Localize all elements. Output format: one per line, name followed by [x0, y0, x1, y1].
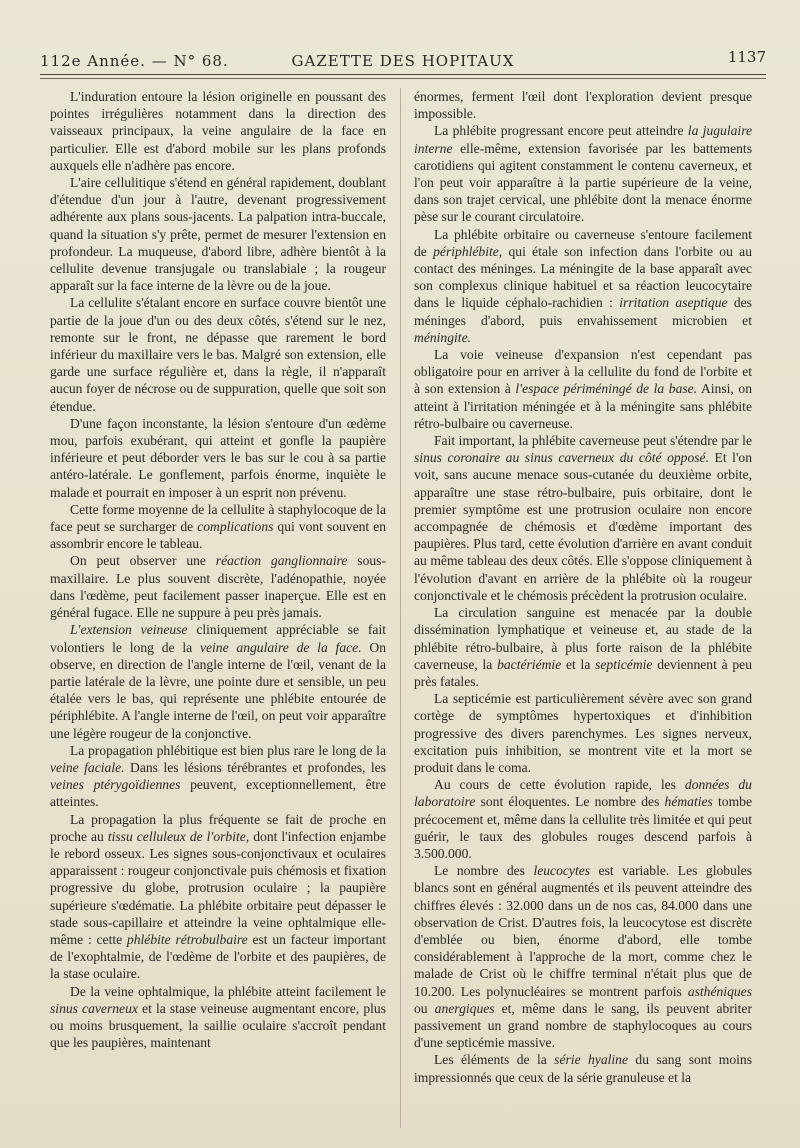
header-rule-thin [40, 78, 766, 79]
column-divider [400, 88, 401, 1128]
paragraph: La cellulite s'étalant encore en surface couvre bientôt une partie de la joue d'un ou des deux côtés, s'étend sur le nez, remonte sur le front, ne dépasse que rarement le bord inférieur du maxillaire vers le bas. Malgré son extension, elle garde une surface régulière et, dans la règle, il n'apparaît aucun foyer de nécrose ou de suppuration, quelle que soit son étendue. [50, 295, 386, 414]
paragraph: Au cours de cette évolution rapide, les données du laboratoire sont éloquentes. Le nombre des hématies tombe précocement et, même dans la cellulite très limitée et qui peut guérir, le taux des globules rouges descend parfois à 3.500.000. [414, 777, 752, 861]
paragraph: Cette forme moyenne de la cellulite à staphylocoque de la face peut se surcharger de complications qui vont souvent en assombrir encore le tableau. [50, 501, 386, 552]
header-rule [40, 74, 766, 75]
paragraph: La propagation la plus fréquente se fait de proche en proche au tissu celluleux de l'orbite, dont l'infection enjambe le rebord osseux. Les signes sous-conjonctivaux et oculaires apparaissent : rougeur conjonctivale puis chémosis et fixation progressive du globe, protrusion oculaire ; la paupière supérieure s'œdématie. La phlébite orbitaire peut dépasser le stade sous-capillaire et atteindre la veine ophtalmique elle-même : cette phlébite rétrobulbaire est un facteur important de l'exophtalmie, de l'œdème de l'orbite et des paupières, de la stase oculaire. [50, 811, 387, 982]
paragraph: L'induration entoure la lésion originelle en poussant des pointes irrégulières notamment dans la direction des vaisseaux principaux, la veine angulaire de la face en particulier. Elle est d'abord mobile sur les plans profonds auxquels elle n'adhère pas encore. [50, 89, 386, 173]
left-column [50, 88, 386, 1051]
paragraph: La voie veineuse d'expansion n'est cependant pas obligatoire pour en arriver à la cellulite du fond de l'orbite et à son extension à l'espace périméningé de la base. Ainsi, on atteint à l'irritation méningée et à la méningite sans phlébite rétro-bulbaire ou caverneuse. [414, 347, 752, 431]
paragraph: On peut observer une réaction ganglionnaire sous-maxillaire. Le plus souvent discrète, l'adénopathie, noyée dans l'œdème, peut facilement passer inaperçue. Elle est en général fugace. Elle ne suppure à peu près jamais. [50, 553, 386, 621]
paragraph: La phlébite progressant encore peut atteindre la jugulaire interne elle-même, extension favorisée par les battements carotidiens qui agitent constamment le contenu caverneux, et l'on peut voir apparaître à la partie supérieure de la veine, dans son trajet cervical, une phlébite dont la menace énorme pèse sur le courant circulatoire. [414, 123, 753, 225]
paragraph: énormes, ferment l'œil dont l'exploration devient presque impossible. [414, 89, 752, 122]
page-number: 1137 [727, 48, 766, 66]
paragraph: La circulation sanguine est menacée par la double dissémination lymphatique et veineuse et, au stade de la phlébite rétro-bulbaire, à plus forte raison de la phlébite caverneuse, la bactériémie et la septicémie deviennent à peu près fatales. [414, 605, 752, 689]
paragraph: La propagation phlébitique est bien plus rare le long de la veine faciale. Dans les lésions térébrantes et profondes, les veines ptérygoïdiennes peuvent, exceptionnellement, être atteintes. [50, 742, 386, 810]
paragraph: De la veine ophtalmique, la phlébite atteint facilement le sinus caverneux et la stase veineuse augmentant encore, plus ou moins brusquement, la saillie oculaire s'accroît pendant que les paupières, maintenant [50, 983, 386, 1051]
paragraph: Les éléments de la série hyaline du sang sont moins impressionnés que ceux de la série granuleuse et la [414, 1052, 753, 1085]
paragraph: D'une façon inconstante, la lésion s'entoure d'un œdème mou, parfois exubérant, qui atteint et gonfle la paupière inférieure et peut déborder vers le bas sur le cou à sa partie antéro-latérale. Le gonflement, parfois énorme, inquiète le malade et pourrait en imposer à un esprit non prévenu. [50, 415, 386, 500]
paragraph: La septicémie est particulièrement sévère avec son grand cortège de symptômes hypertoxiques et d'inhibition progressive des divers parenchymes. Les signes nerveux, excitation puis inhibition, se montrent vite et la mort se produit dans le coma. [414, 691, 752, 775]
running-header [40, 48, 766, 74]
issue-number: 112e Année. — N° 68. [40, 52, 229, 70]
paragraph: L'aire cellulitique s'étend en général rapidement, doublant d'étendue d'un jour à l'autre, devenant progressivement adhérente aux plans sous-jacents. La palpation intra-buccale, quand la situation s'y prête, permet de mesurer l'extension en profondeur. La muqueuse, d'abord libre, adhère bientôt à la cellulite devenue transjugale ou translabiale ; la rougeur apparaît sur la face interne de la lèvre ou de la joue. [50, 175, 386, 294]
right-column [414, 88, 752, 1086]
paragraph: Le nombre des leucocytes est variable. Les globules blancs sont en général augmentés et ils peuvent atteindre des chiffres élevés : 32.000 dans un de nos cas, 84.000 dans une observation de Crist. D'autres fois, la leucocytose est discrète d'emblée ou bien, énorme d'abord, elle tombe considérablement à l'approche de la mort, comme chez le malade de Crist où le chiffre terminal n'était plus que de 10.200. Les polynucléaires se montrent parfois asthéniques ou anergiques et, même dans le sang, ils peuvent abriter passivement un grand nombre de staphylocoques au cours d'une septicémie massive. [414, 863, 752, 1051]
journal-title: GAZETTE DES HOPITAUX [291, 52, 515, 70]
paragraph: L'extension veineuse cliniquement appréciable se fait volontiers le long de la veine angulaire de la face. On observe, en direction de l'angle interne de l'œil, venant de la partie latérale de la lèvre, une pointe dure et sensible, un peu étalée vers le bas, qui représente une phlébite entourée de périphlébite. A l'angle interne de l'œil, on peut voir apparaître une légère rougeur de la conjonctive. [50, 622, 386, 741]
paragraph: La phlébite orbitaire ou caverneuse s'entoure facilement de périphlébite, qui étale son infection dans l'orbite ou au contact des méninges. La méningite de la base apparaît avec son complexus clinique habituel et sa réaction leucocytaire dans le liquide céphalo-rachidien : irritation aseptique des méninges d'abord, puis envahissement microbien et méningite. [414, 226, 753, 345]
paragraph: Fait important, la phlébite caverneuse peut s'étendre par le sinus coronaire au sinus caverneux du côté opposé. Et l'on voit, sans aucune menace sous-cutanée du deuxième orbite, apparaître une stase rétro-bulbaire, puis orbitaire, dont le premier symptôme est une protrusion oculaire non encore accompagnée de chémosis et d'œdème important des paupières. Plus tard, cette évolution d'arrière en avant conduit au même tableau des deux côtés. Elle s'oppose cliniquement à l'évolution d'avant en arrière de la phlébite où la rougeur conjonctivale et le chémosis précèdent la protrusion oculaire. [414, 433, 752, 603]
